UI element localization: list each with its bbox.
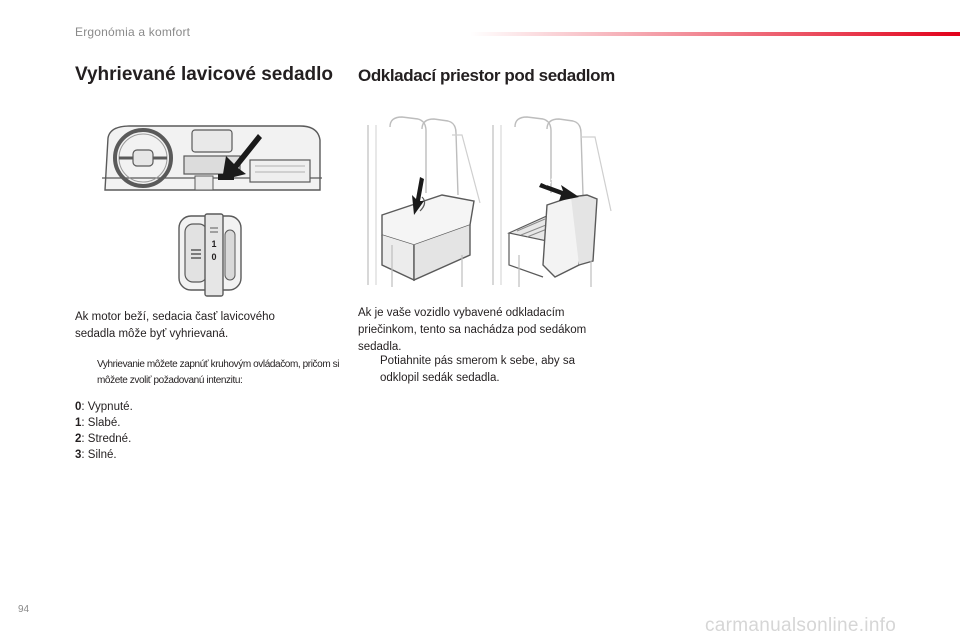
bullet-marker: [75, 357, 97, 389]
watermark: carmanualsonline.info: [705, 615, 897, 636]
bench-seat-closed-illustration: [362, 115, 487, 290]
heating-dial-illustration: [175, 210, 245, 298]
level-item: 1: Slabé.: [75, 417, 121, 429]
dial-label-0: 0: [211, 252, 217, 262]
heated-bench-title: Vyhrievané lavicové sedadlo: [75, 64, 334, 85]
heated-bench-bullet: [75, 357, 340, 389]
page-number: 94: [18, 604, 30, 615]
under-seat-bullet: [358, 353, 608, 387]
under-seat-bullet-text: Potiahnite pás smerom k sebe, aby sa odklopil sedák sedadla.: [380, 355, 575, 384]
heating-levels-list: [75, 399, 133, 463]
heated-bench-paragraph: Ak motor beží, sedacia časť lavicového sedadla môže byť vyhrievaná.: [75, 311, 275, 340]
level-item: 3: Silné.: [75, 449, 117, 461]
under-seat-storage-title: Odkladací priestor pod sedadlom: [358, 66, 615, 85]
dashboard-illustration: [100, 120, 325, 200]
section-header: Ergonómia a komfort: [75, 25, 191, 39]
level-item: 0: Vypnuté.: [75, 401, 133, 413]
heated-bench-bullet-text: Vyhrievanie môžete zapnúť kruhovým ovládačom, pričom si môžete zvoliť požadovanú intenzitu:: [97, 359, 340, 386]
bench-seat-open-illustration: [487, 115, 617, 290]
level-item: 2: Stredné.: [75, 433, 132, 445]
under-seat-paragraph: Ak je vaše vozidlo vybavené odkladacím priečinkom, tento sa nachádza pod sedákom sedadla.: [358, 307, 587, 353]
bullet-marker: [358, 353, 380, 387]
dial-label-1: 1: [211, 239, 217, 249]
header-accent-bar: [470, 32, 960, 36]
